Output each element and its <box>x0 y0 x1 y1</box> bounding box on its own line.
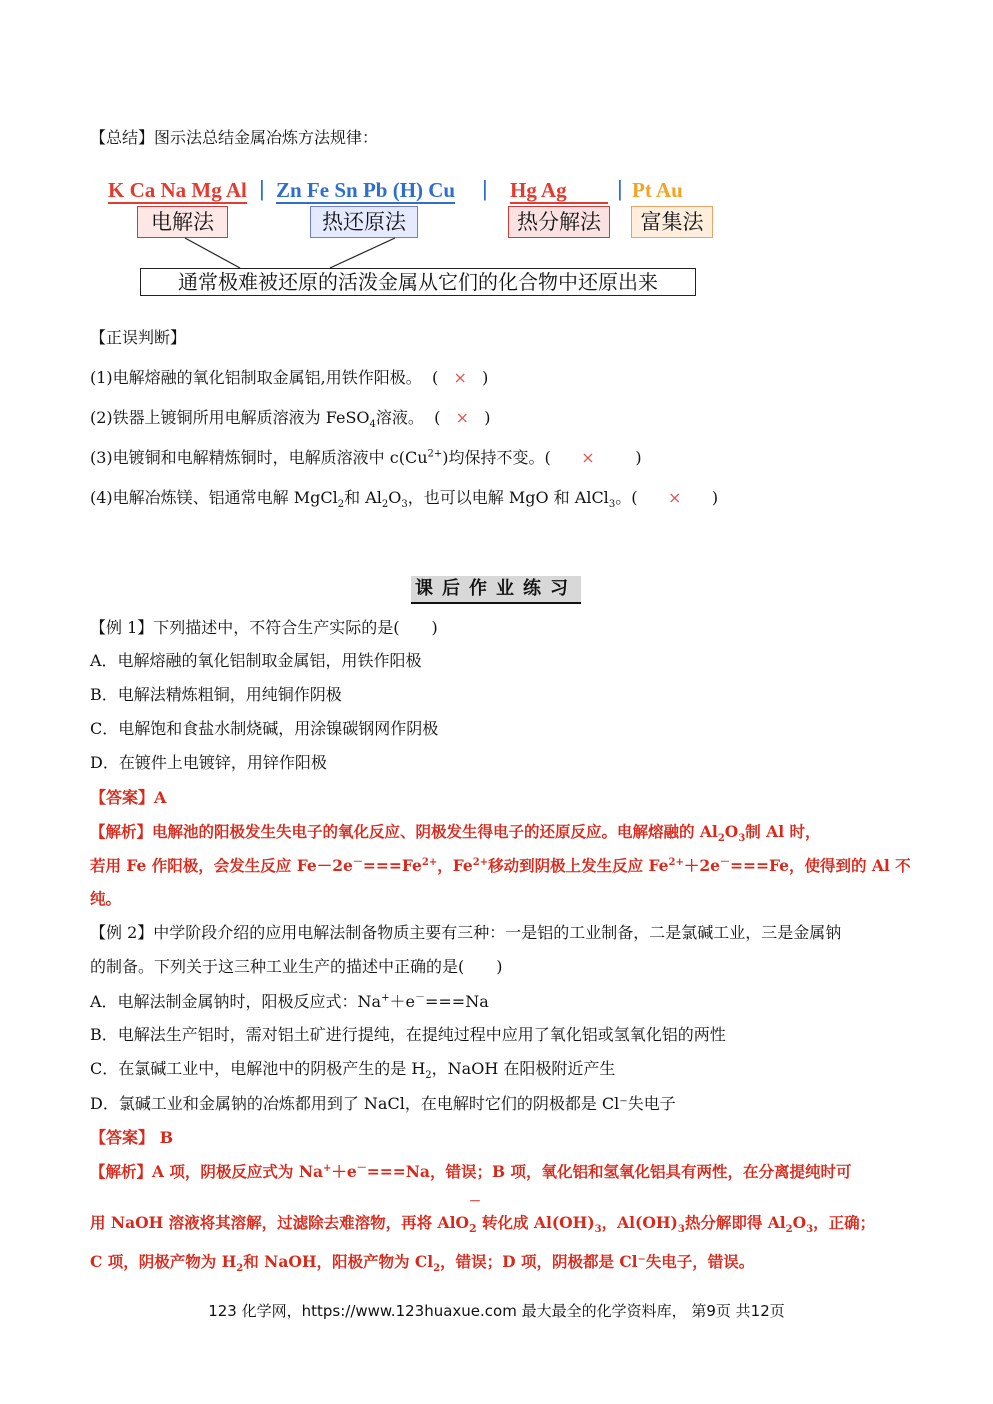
example-2-option-c: C．在氯碱工业中，电解池中的阴极产生的是 $H_2$，NaOH 在阳极附近产生 <box>90 1059 616 1082</box>
example-2-answer: 【答案】 B <box>90 1128 174 1147</box>
separator: | <box>617 176 623 201</box>
callout-box: 通常极难被还原的活泼金属从它们的化合物中还原出来 <box>140 268 696 296</box>
cross-mark: × <box>667 488 682 507</box>
example-2-option-a: A．电解法制金属钠时，阳极反应式：Na+＋e－===Na <box>90 992 489 1011</box>
judgement-item-3: (3)电镀铜和电解精炼铜时，电解质溶液中 $c(Cu^{2+})$均保持不变。( × ) <box>90 448 642 467</box>
method-thermal-reduction-box: 热还原法 <box>310 206 418 238</box>
example-1-analysis-line-2: 若用 Fe 作阳极，会发生反应 $Fe-2e^-===Fe^{2+}$，$Fe^{2+}$移动到阴极上发生反应 $Fe^{2+}+2e^-===Fe$，使得到的 Al 不 <box>90 856 911 875</box>
page-footer: 123 化学网，https://www.123huaxue.com 最大最全的化学资料库， 第9页 共12页 <box>208 1302 785 1320</box>
metals-electrolysis-group: K Ca Na Mg Al <box>108 178 247 202</box>
judgement-heading: 【正误判断】 <box>90 328 187 347</box>
callout-pointers <box>0 0 993 300</box>
cross-mark: × <box>581 448 595 467</box>
example-1-option-c: C．电解饱和食盐水制烧碱，用涂镍碳钢网作阴极 <box>90 719 439 738</box>
metals-thermal-reduction-group: Zn Fe Sn Pb (H) Cu <box>276 178 456 202</box>
example-1-answer: 【答案】A <box>90 788 167 807</box>
judgement-item-2: (2)铁器上镀铜所用电解质溶液为 FeSO$_4$溶液。 ( × ) <box>90 408 491 431</box>
example-1-option-d: D．在镀件上电镀锌，用锌作阳极 <box>90 753 327 772</box>
cross-mark: × <box>453 368 467 387</box>
metals-enrichment-group: Pt Au <box>632 178 683 202</box>
example-1-stem: 【例 1】下列描述中，不符合生产实际的是( ) <box>90 618 438 637</box>
method-electrolysis-box: 电解法 <box>137 206 228 238</box>
example-2-option-d: D．氯碱工业和金属钠的冶炼都用到了 NaCl，在电解时它们的阴极都是 Cl⁻失电子 <box>90 1094 676 1113</box>
separator: | <box>259 176 265 201</box>
example-2-stem-line-2: 的制备。下列关于这三种工业生产的描述中正确的是( ) <box>90 957 503 976</box>
cross-mark: × <box>455 408 470 427</box>
judgement-item-4: (4)电解冶炼镁、铝通常电解 MgCl$_2$和 $Al_2O_3$，也可以电解 MgO 和 AlCl$_3$。( × ) <box>90 488 719 511</box>
summary-heading: 【总结】图示法总结金属冶炼方法规律： <box>90 128 379 147</box>
method-thermal-decomposition-box: 热分解法 <box>508 206 610 238</box>
method-enrichment-box: 富集法 <box>631 206 713 238</box>
example-1-option-a: A．电解熔融的氧化铝制取金属铝，用铁作阳极 <box>90 651 422 670</box>
judgement-item-1: (1)电解熔融的氧化铝制取金属铝,用铁作阳极。 ( × ) <box>90 368 489 387</box>
example-1-analysis-line-1: 【解析】电解池的阳极发生失电子的氧化反应、阴极发生得电子的还原反应。电解熔融的 $Al_2O_3$制 Al 时， <box>90 822 821 845</box>
example-2-stem-line-1: 【例 2】中学阶段介绍的应用电解法制备物质主要有三种：一是铝的工业制备，二是氯碱工业，三是金属钠 <box>90 923 842 942</box>
example-2-analysis-line-1: 【解析】A 项，阴极反应式为 Na+＋e－===Na，错误；B 项，氧化铝和氢氧化铝具有两性，在分离提纯时可 <box>90 1162 852 1181</box>
example-1-option-b: B．电解法精炼粗铜，用纯铜作阴极 <box>90 685 342 704</box>
separator: | <box>482 176 488 201</box>
example-2-analysis-line-3: C 项，阴极产物为 $H_2$和 NaOH，阳极产物为 $Cl_2$，错误；D 项，阴极都是 Cl⁻失电子，错误。 <box>90 1252 755 1275</box>
example-1-analysis-line-3: 纯。 <box>90 889 122 908</box>
metals-thermal-decomposition-group: Hg Ag <box>510 178 608 204</box>
example-2-option-b: B．电解法生产铝时，需对铝土矿进行提纯，在提纯过程中应用了氧化铝或氢氧化铝的两性 <box>90 1025 726 1044</box>
section-title: 课后作业练习 <box>411 576 581 604</box>
example-2-analysis-line-2: 用 NaOH 溶液将其溶解，过滤除去难溶物，再将 AlO － $_2$ 转化成 $Al(OH)_3$，$Al(OH)_3$热分解即得 $Al_2O_3$，正确； <box>90 1194 876 1236</box>
